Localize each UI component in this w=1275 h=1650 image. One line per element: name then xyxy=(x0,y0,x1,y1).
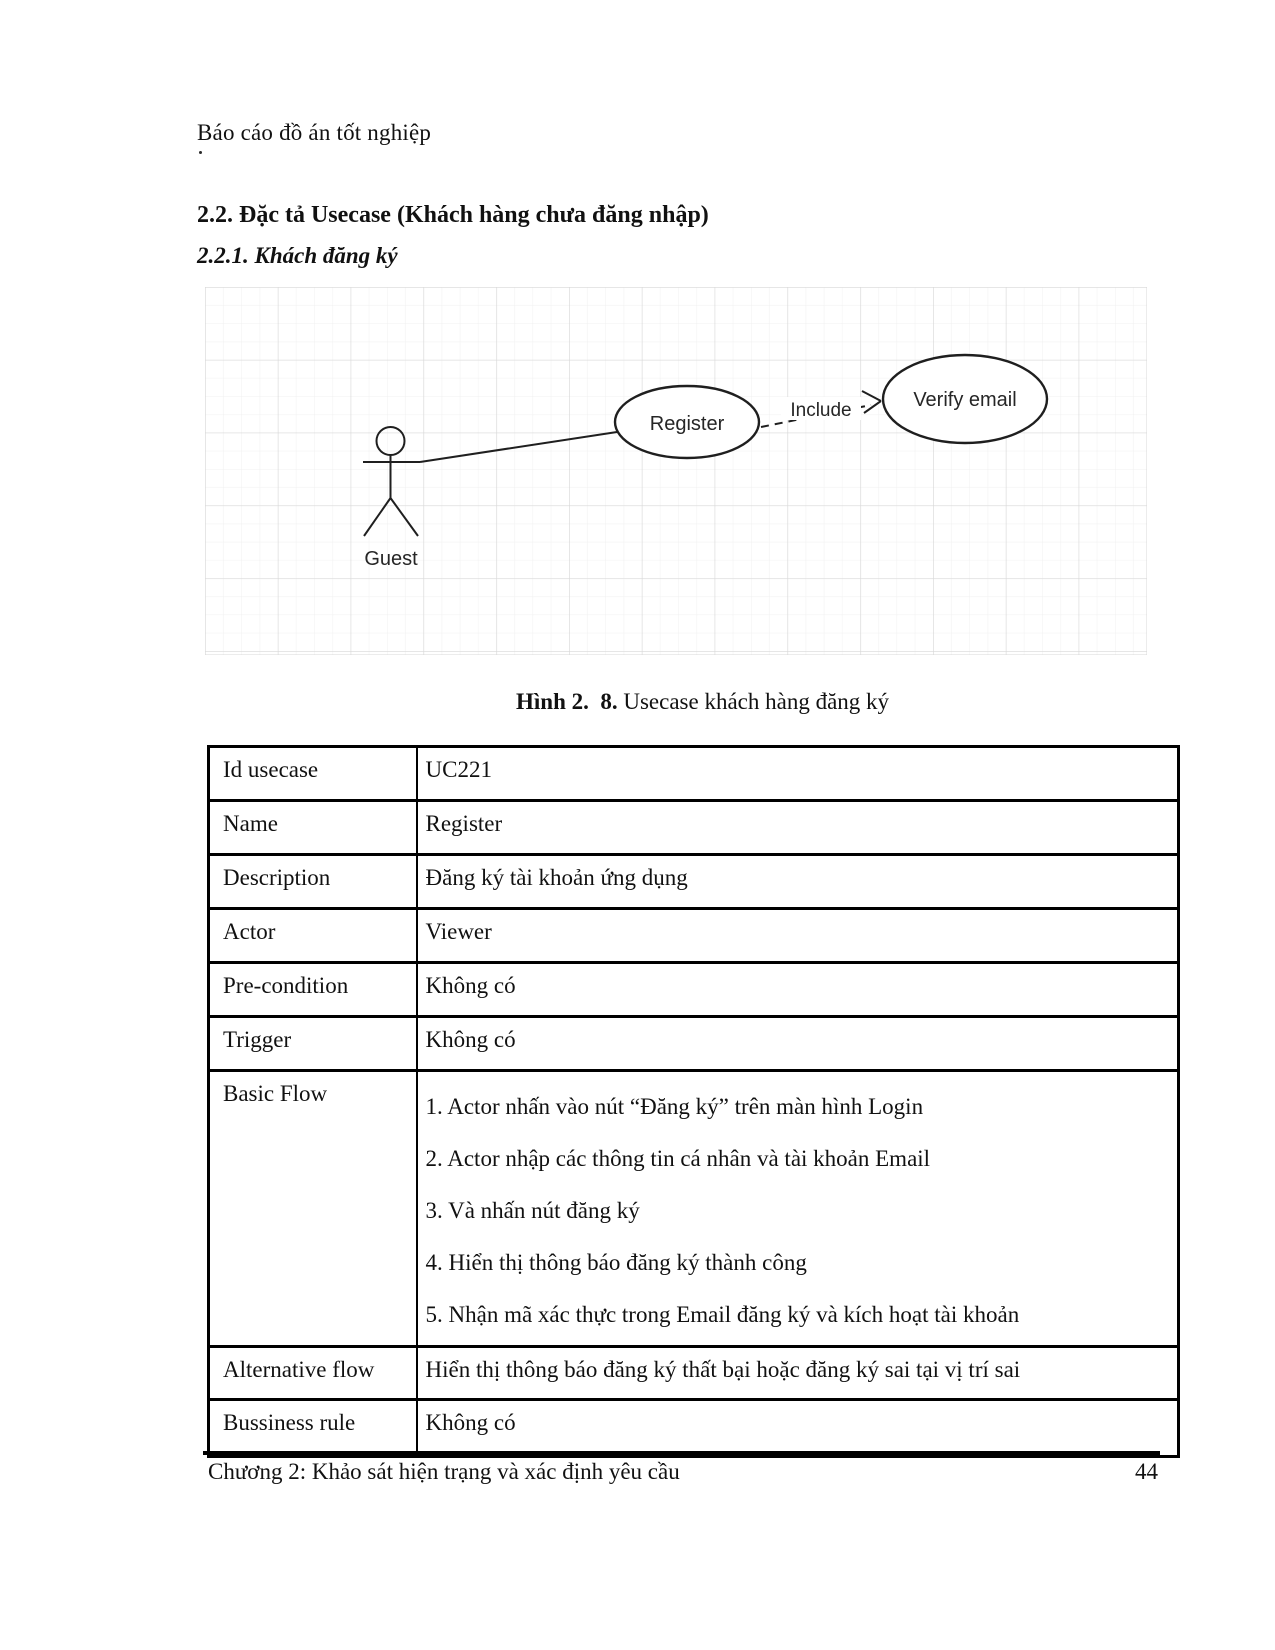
figure-caption-number: Hình 2. 8. xyxy=(516,689,618,714)
row-value: Đăng ký tài khoản ứng dụng xyxy=(417,855,1179,909)
section-heading: 2.2. Đặc tả Usecase (Khách hàng chưa đăng nhập) xyxy=(197,202,709,228)
figure-caption xyxy=(516,689,889,715)
grid-background xyxy=(205,287,1147,655)
row-label: Basic Flow xyxy=(209,1071,417,1347)
row-label: Trigger xyxy=(209,1017,417,1071)
table-row xyxy=(209,963,1179,1017)
footer-page-number: 44 xyxy=(1135,1459,1158,1484)
row-label: Bussiness rule xyxy=(209,1400,417,1457)
report-header: Báo cáo đồ án tốt nghiệp xyxy=(197,120,432,145)
table-row xyxy=(209,855,1179,909)
row-value: Không có xyxy=(417,963,1179,1017)
table-row xyxy=(209,1017,1179,1071)
basic-flow-step: 2. Actor nhập các thông tin cá nhân và tài khoản Email xyxy=(425,1146,931,1171)
row-label: Alternative flow xyxy=(209,1347,417,1400)
subsection-heading: 2.2.1. Khách đăng ký xyxy=(197,243,398,268)
include-label: Include xyxy=(790,400,852,421)
row-label: Description xyxy=(209,855,417,909)
table-row xyxy=(209,1347,1179,1400)
row-label: Actor xyxy=(209,909,417,963)
usecase-diagram xyxy=(205,287,1147,655)
ink-dot xyxy=(199,151,202,154)
row-label: Id usecase xyxy=(209,747,417,801)
row-value: Không có xyxy=(417,1017,1179,1071)
basic-flow-step: 3. Và nhấn nút đăng ký xyxy=(425,1198,640,1223)
table-row xyxy=(209,909,1179,963)
footer-chapter-text: Chương 2: Khảo sát hiện trạng và xác định yêu cầu xyxy=(208,1459,680,1484)
page-footer xyxy=(208,1459,1158,1485)
basic-flow-step: 5. Nhận mã xác thực trong Email đăng ký và kích hoạt tài khoản xyxy=(425,1302,1020,1327)
basic-flow-step: 1. Actor nhấn vào nút “Đăng ký” trên màn hình Login xyxy=(425,1094,924,1119)
row-value: Register xyxy=(417,801,1179,855)
basic-flow-step: 4. Hiển thị thông báo đăng ký thành công xyxy=(425,1250,807,1275)
usecase-spec-table xyxy=(207,745,1180,1458)
row-label: Name xyxy=(209,801,417,855)
row-value: Không có xyxy=(417,1400,1179,1457)
row-value xyxy=(417,1071,1179,1347)
figure-caption-text: Usecase khách hàng đăng ký xyxy=(617,689,890,714)
table-row xyxy=(209,747,1179,801)
row-value: Hiển thị thông báo đăng ký thất bại hoặc đăng ký sai tại vị trí sai xyxy=(417,1347,1179,1400)
footer-rule xyxy=(203,1451,1160,1455)
table-row xyxy=(209,1400,1179,1457)
usecase-register-label: Register xyxy=(649,413,725,435)
row-value: UC221 xyxy=(417,747,1179,801)
actor-label: Guest xyxy=(364,548,418,570)
row-value: Viewer xyxy=(417,909,1179,963)
row-label: Pre-condition xyxy=(209,963,417,1017)
usecase-diagram-canvas xyxy=(205,287,1147,655)
table-row-basic-flow xyxy=(209,1071,1179,1347)
usecase-verify-email-label: Verify email xyxy=(913,389,1017,411)
table-row xyxy=(209,801,1179,855)
